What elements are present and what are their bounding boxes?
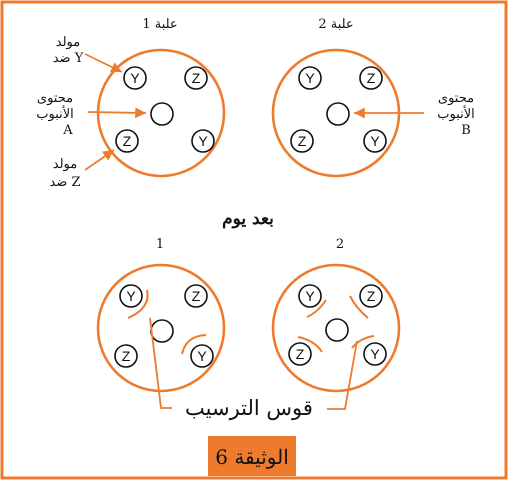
well-label-z: Z — [121, 348, 131, 364]
arrow-to-anti-y — [85, 54, 122, 72]
petri-dish-2-result — [273, 265, 399, 391]
well-tube-b — [326, 319, 348, 341]
well-label-z: Z — [191, 288, 201, 304]
well-label-y: Y — [198, 133, 208, 149]
label-tube-a-line1: محتوى — [36, 91, 74, 106]
well-label-z: Z — [122, 133, 132, 149]
label-anti-y-line1: مولد — [55, 35, 81, 50]
label-tube-b-line3: B — [461, 123, 471, 138]
well-tube-b — [327, 103, 349, 125]
well-label-y: Y — [305, 70, 315, 86]
label-anti-z-line2: ضد Z — [49, 175, 81, 190]
well-label-z: Z — [295, 346, 305, 362]
well-tube-a — [151, 103, 173, 125]
well-label-y: Y — [126, 288, 136, 304]
petri-dish-1-result — [98, 265, 224, 391]
plate-1-number: 1 — [155, 237, 165, 252]
label-anti-y-line2: ضد Y — [52, 51, 84, 66]
label-anti-z-line1: مولد — [52, 157, 78, 172]
label-tube-a-line3: A — [63, 123, 73, 138]
well-tube-a — [151, 320, 173, 342]
leader-line-plate-2 — [327, 341, 357, 409]
arrow-to-anti-z — [85, 150, 114, 170]
well-label-y: Y — [370, 133, 380, 149]
plate-2-number: 2 — [335, 237, 345, 252]
well-label-y: Y — [305, 288, 315, 304]
well-label-z: Z — [191, 70, 201, 86]
heading-after-one-day: بعد يوم — [222, 209, 274, 229]
plate-1-title: علبة 1 — [142, 17, 178, 32]
well-label-y: Y — [197, 348, 207, 364]
label-tube-a-line2: الأنبوب — [36, 107, 74, 122]
well-label-z: Z — [366, 70, 376, 86]
plate-2-title: علبة 2 — [318, 17, 354, 32]
well-label-z: Z — [366, 288, 376, 304]
well-label-z: Z — [297, 133, 307, 149]
label-tube-b-line1: محتوى — [437, 91, 475, 106]
arrow-to-tube-a — [88, 112, 146, 113]
well-label-y: Y — [130, 70, 140, 86]
label-tube-b-line2: الأنبوب — [437, 107, 475, 122]
document-badge-label: الوثيقة 6 — [215, 445, 289, 469]
precipitation-arc-label: قوس الترسيب — [185, 396, 313, 420]
well-label-y: Y — [370, 346, 380, 362]
